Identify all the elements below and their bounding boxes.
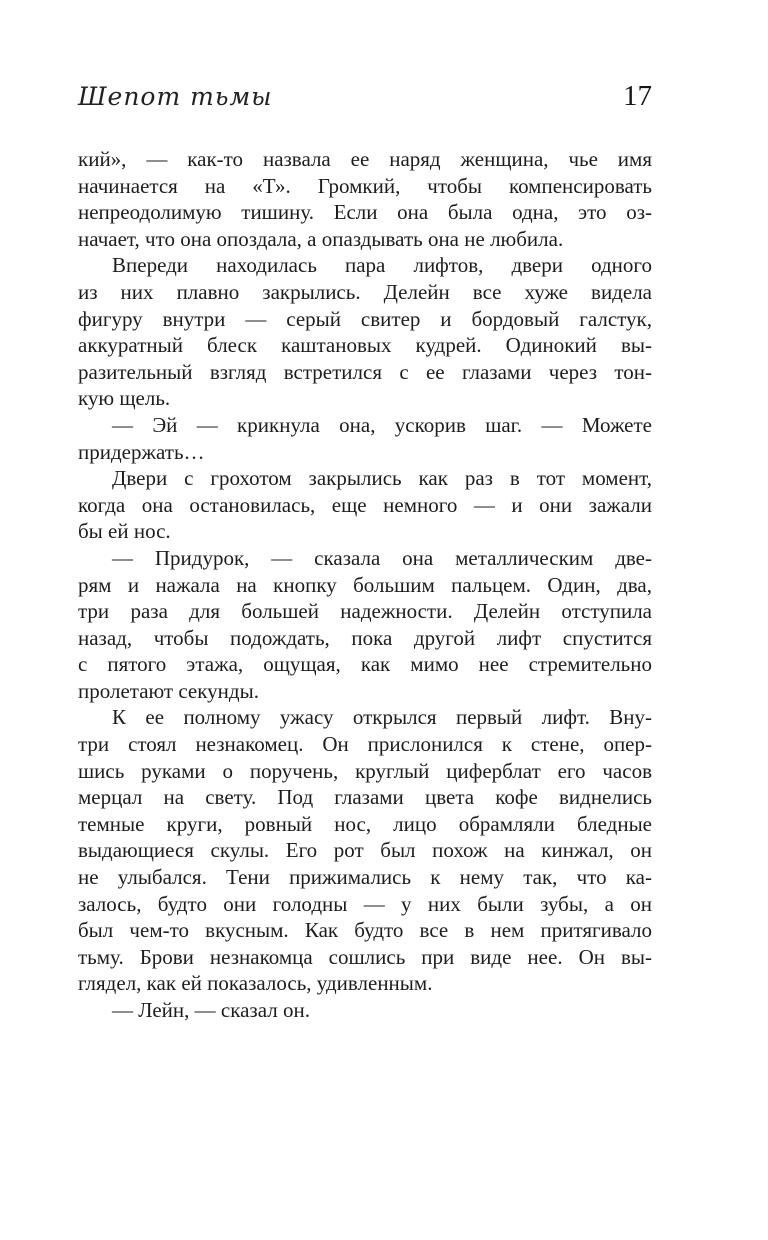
text-line: начинается на «Т». Громкий, чтобы компенсировать — [78, 173, 652, 198]
text-line: кий», — как-то назвала ее наряд женщина, чье имя — [78, 147, 652, 171]
text-line: непреодолимую тишину. Если она была одна, это оз- — [78, 200, 652, 225]
text-line: придержать… — [78, 439, 205, 464]
text-line: не улыбался. Тени прижимались к нему так, что ка- — [78, 865, 652, 890]
text-line: назад, чтобы подождать, пока другой лифт спустится — [78, 625, 652, 650]
text-line: был чем-то вкусным. Как будто все в нем притягивало — [78, 918, 652, 943]
text-line: когда она остановилась, еще немного — и они зажали — [78, 492, 652, 517]
text-line: разительный взгляд встретился с ее глазами через тон- — [78, 359, 652, 384]
text-line: с пятого этажа, ощущая, как мимо нее стремительно — [78, 652, 652, 677]
paragraph — [78, 412, 652, 465]
text-line: три раза для большей надежности. Делейн отступила — [78, 599, 652, 624]
text-line: темные круги, ровный нос, лицо обрамляли бледные — [78, 811, 652, 836]
paragraph — [78, 997, 652, 1024]
text-line: К ее полному ужасу открылся первый лифт. Вну- — [112, 705, 652, 730]
text-line: три стоял незнакомец. Он прислонился к стене, опер- — [78, 732, 652, 757]
running-title: Шепот тьмы — [78, 82, 273, 111]
text-line: бы ей нос. — [78, 519, 171, 544]
paragraph — [78, 465, 652, 545]
text-line: Впереди находилась пара лифтов, двери одного — [112, 253, 652, 278]
text-line: — Придурок, — сказала она металлическим две- — [112, 545, 652, 570]
text-line: мерцал на свету. Под глазами цвета кофе виднелись — [78, 785, 652, 810]
text-line: залось, будто они голодны — у них были зубы, а он — [78, 891, 652, 916]
text-line: шись руками о поручень, круглый циферблат его часов — [78, 758, 652, 783]
text-line: начает, что она опоздала, а опаздывать она не любила. — [78, 226, 564, 251]
text-line: рям и нажала на кнопку большим пальцем. Один, два, — [78, 572, 652, 597]
text-line: пролетают секунды. — [78, 678, 259, 703]
paragraph — [78, 545, 652, 705]
text-line: Двери с грохотом закрылись как раз в тот момент, — [112, 466, 652, 491]
text-line: — Эй — крикнула она, ускорив шаг. — Можете — [112, 412, 652, 437]
paragraph — [78, 252, 652, 412]
text-line: — Лейн, — сказал он. — [112, 998, 310, 1022]
text-line: из них плавно закрылись. Делейн все хуже видела — [78, 279, 652, 304]
text-line: глядел, как ей показалось, удивленным. — [78, 971, 433, 996]
text-line: кую щель. — [78, 386, 171, 411]
text-line: фигуру внутри — серый свитер и бордовый галстук, — [78, 306, 652, 331]
page-number: 17 — [623, 80, 652, 112]
paragraph — [78, 146, 652, 252]
body-text — [78, 146, 652, 1024]
paragraph — [78, 704, 652, 997]
text-line: аккуратный блеск каштановых кудрей. Одинокий вы- — [78, 333, 652, 358]
text-line: выдающиеся скулы. Его рот был похож на кинжал, он — [78, 838, 652, 863]
running-header — [78, 80, 652, 113]
text-line: тьму. Брови незнакомца сошлись при виде нее. Он вы- — [78, 944, 652, 969]
